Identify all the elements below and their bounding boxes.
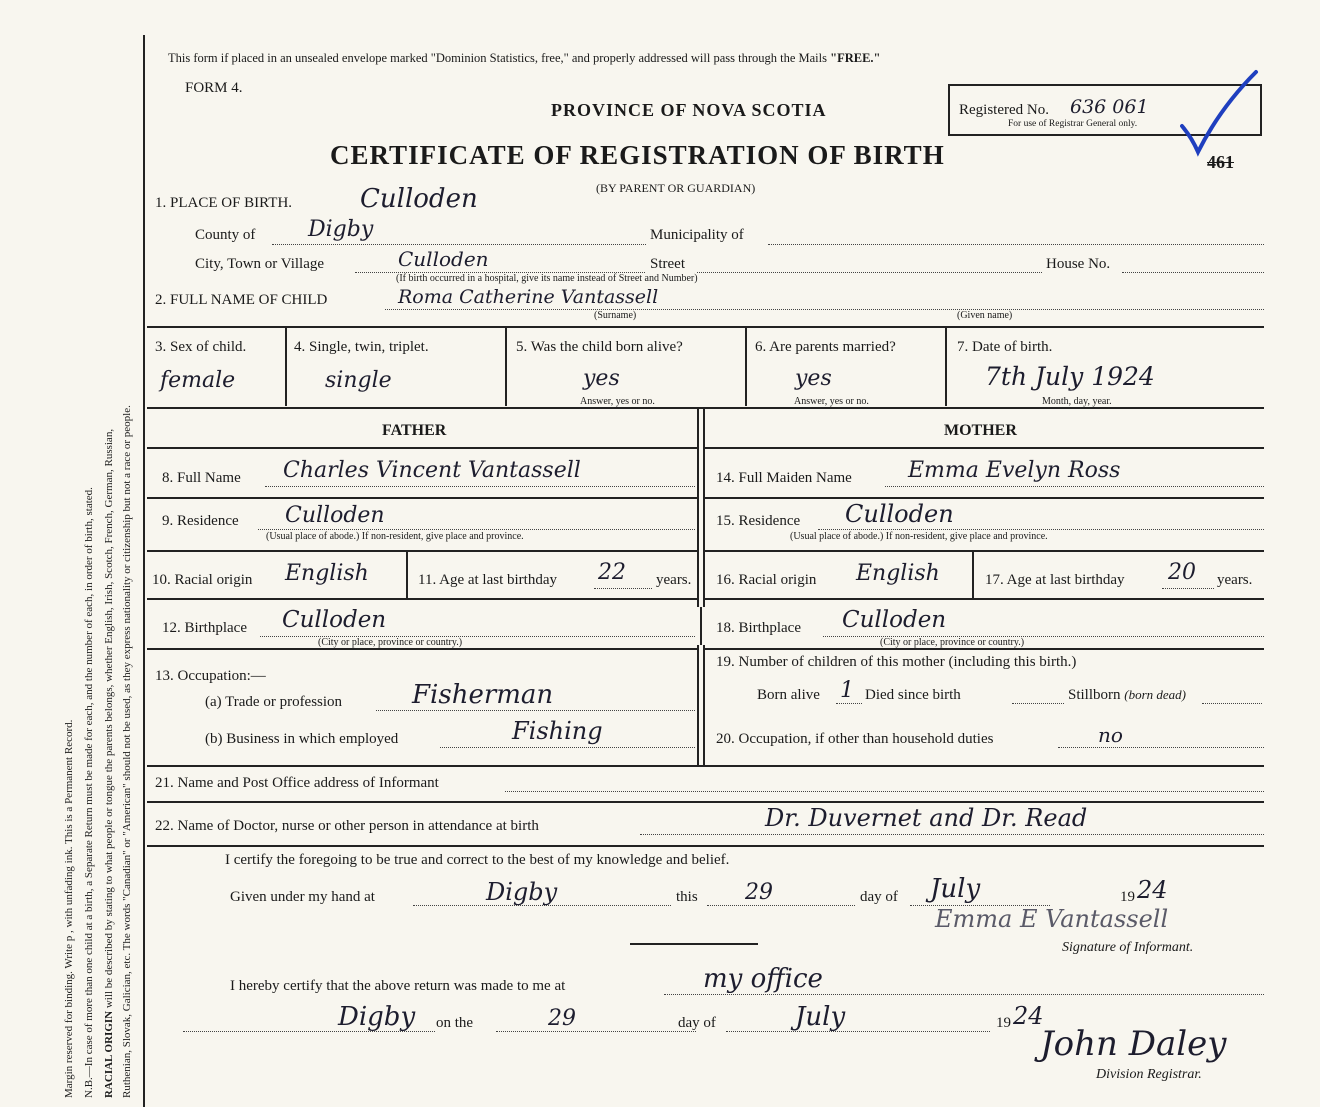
certificate-title: CERTIFICATE OF REGISTRATION OF BIRTH <box>330 140 945 170</box>
mother-race-value: English <box>856 561 940 586</box>
father-birthplace-label: 12. Birthplace <box>162 620 247 636</box>
registrar-year-value: 24 <box>1013 1002 1044 1030</box>
certify-month-value: July <box>930 874 981 904</box>
certify-day-line <box>707 905 855 906</box>
died-since-birth-label: Died since birth <box>865 687 961 703</box>
married-note: Answer, yes or no. <box>794 396 869 407</box>
mother-name-label: 14. Full Maiden Name <box>716 470 852 486</box>
father-heading-rule <box>147 447 698 449</box>
mother-rule-15 <box>703 550 1264 552</box>
mother-rule-18 <box>703 648 1264 650</box>
this-label: this <box>676 889 698 905</box>
given-under-hand-label: Given under my hand at <box>230 889 375 905</box>
father-race-value: English <box>285 561 369 586</box>
doctor-label: 22. Name of Doctor, nurse or other person in attendance at birth <box>155 818 539 834</box>
county-value: Digby <box>308 217 374 242</box>
surname-note: (Surname) <box>594 310 637 321</box>
certify-day-of-label: day of <box>860 889 898 905</box>
father-name-value: Charles Vincent Vantassell <box>283 458 581 483</box>
registrar-year-prefix: 19 <box>996 1015 1011 1031</box>
registrar-only-note: For use of Registrar General only. <box>1008 119 1138 129</box>
registrar-statement: I hereby certify that the above return was made to me at <box>230 978 566 994</box>
mother-heading: MOTHER <box>944 422 1017 439</box>
postal-note-free: "FREE." <box>830 51 881 65</box>
father-age-value: 22 <box>598 560 626 585</box>
born-alive-note: Answer, yes or no. <box>580 396 655 407</box>
informant-signature: Emma E Vantassell <box>935 905 1169 933</box>
mother-heading-rule <box>703 447 1264 449</box>
place-of-birth-value: Culloden <box>360 184 478 214</box>
father-race-label: 10. Racial origin <box>152 572 253 588</box>
mother-birthplace-label: 18. Birthplace <box>716 620 801 636</box>
father-age-label: 11. Age at last birthday <box>418 572 557 588</box>
hospital-note: (If birth occurred in a hospital, give its name instead of Street and Number) <box>396 273 698 284</box>
certificate-subtitle: (BY PARENT OR GUARDIAN) <box>596 181 756 195</box>
mother-age-value: 20 <box>1168 560 1196 585</box>
father-residence-value: Culloden <box>285 503 385 528</box>
born-alive-value: yes <box>583 366 620 391</box>
mother-name-line <box>885 486 1264 487</box>
mother-residence-line <box>818 529 1264 530</box>
postal-note-text: This form if placed in an unsealed envelope marked "Dominion Statistics, free," and properly addressed will pass through the Mails <box>168 51 831 65</box>
mother-residence-label: 15. Residence <box>716 513 801 529</box>
rule-after-child <box>147 326 1264 328</box>
doctor-value: Dr. Duvernet and Dr. Read <box>765 804 1088 832</box>
city-label: City, Town or Village <box>195 256 325 272</box>
registrar-day-of-label: day of <box>678 1015 716 1031</box>
registrar-place-value: my office <box>703 964 823 994</box>
house-number-line <box>1122 272 1264 273</box>
mother-rule-16 <box>703 598 1264 600</box>
margin-nationality-note: Ruthenian, Slovak, Galician, etc. The words "Canadian" or "American" should not be used, as they express nationality or citizenship but not a race or people. <box>121 405 133 1098</box>
father-business-label: (b) Business in which employed <box>205 731 399 747</box>
mother-occupation-label: 20. Occupation, if other than household duties <box>716 731 994 747</box>
center-divider-lower <box>700 607 702 645</box>
father-trade-value: Fisherman <box>412 680 554 710</box>
date-of-birth-value: 7th July 1924 <box>985 362 1155 391</box>
mother-occupation-line <box>1058 747 1264 748</box>
mother-name-value: Emma Evelyn Ross <box>908 458 1121 483</box>
stillborn-line <box>1202 703 1262 704</box>
mother-age-line <box>1162 588 1214 589</box>
father-residence-label: 9. Residence <box>162 513 239 529</box>
registrar-month-line <box>726 1031 990 1032</box>
father-race-divider <box>406 550 408 598</box>
doctor-line <box>640 834 1264 835</box>
city-value: Culloden <box>398 247 489 271</box>
mother-race-divider <box>972 550 974 598</box>
registrar-on-the-label: on the <box>436 1015 474 1031</box>
born-alive-count-label: Born alive <box>757 687 820 703</box>
section-separator <box>630 943 758 945</box>
informant-line <box>505 791 1264 792</box>
father-birthplace-value: Culloden <box>282 607 387 633</box>
father-age-line <box>594 588 652 589</box>
father-name-label: 8. Full Name <box>162 470 241 486</box>
sex-value: female <box>160 368 236 393</box>
registrar-day-line <box>496 1031 696 1032</box>
father-trade-label: (a) Trade or profession <box>205 694 343 710</box>
place-of-birth-label: 1. PLACE OF BIRTH. <box>155 195 293 211</box>
divider-3-4 <box>285 326 287 406</box>
born-alive-count-value: 1 <box>840 678 854 703</box>
rule-after-doctor <box>147 845 1264 847</box>
province-heading: PROVINCE OF NOVA SCOTIA <box>551 100 827 120</box>
rule-after-informant <box>147 801 1264 803</box>
father-trade-line <box>376 710 695 711</box>
mother-occupation-value: no <box>1098 723 1123 747</box>
sex-label: 3. Sex of child. <box>155 339 247 355</box>
father-residence-line <box>258 529 695 530</box>
informant-signature-label: Signature of Informant. <box>1062 940 1194 955</box>
registrar-signature: John Daley <box>1040 1024 1227 1064</box>
divider-6-7 <box>945 326 947 406</box>
married-label: 6. Are parents married? <box>755 339 896 355</box>
child-name-value: Roma Catherine Vantassell <box>398 286 659 308</box>
house-number-label: House No. <box>1046 256 1111 272</box>
father-business-line <box>440 747 695 748</box>
certify-day-value: 29 <box>745 880 773 905</box>
single-label: 4. Single, twin, triplet. <box>294 339 429 355</box>
racial-origin-heading: RACIAL ORIGIN <box>103 1010 115 1098</box>
father-heading: FATHER <box>382 422 447 439</box>
stillborn-note: (born dead) <box>1124 687 1187 702</box>
child-name-line <box>385 309 1264 310</box>
father-business-value: Fishing <box>512 717 603 745</box>
child-name-label: 2. FULL NAME OF CHILD <box>155 292 328 308</box>
registrar-signature-label: Division Registrar. <box>1096 1067 1202 1082</box>
form-number: FORM 4. <box>185 80 243 96</box>
mother-children-label: 19. Number of children of this mother (including this birth.) <box>716 654 1077 670</box>
municipality-label: Municipality of <box>650 227 744 243</box>
date-of-birth-note: Month, day, year. <box>1042 396 1112 407</box>
registered-label: Registered No. <box>959 102 1049 118</box>
given-place-value: Digby <box>486 878 558 906</box>
certify-year-value: 24 <box>1137 876 1168 904</box>
father-abode-note: (Usual place of abode.) If non-resident, give place and province. <box>266 531 524 542</box>
street-label: Street <box>650 256 685 272</box>
father-name-line <box>265 486 695 487</box>
father-rule-8 <box>147 497 698 499</box>
died-since-birth-line <box>1012 703 1064 704</box>
divider-5-6 <box>745 326 747 406</box>
married-value: yes <box>795 366 832 391</box>
county-label: County of <box>195 227 256 243</box>
father-birthplace-note: (City or place, province or country.) <box>318 637 463 648</box>
father-rule-9 <box>147 550 698 552</box>
registrar-town-value: Digby <box>338 1002 416 1032</box>
registrar-month-value: July <box>795 1002 846 1032</box>
mother-age-label: 17. Age at last birthday <box>985 572 1125 588</box>
mother-residence-value: Culloden <box>845 500 954 528</box>
mother-years-label: years. <box>1217 572 1253 588</box>
mother-race-label: 16. Racial origin <box>716 572 817 588</box>
mother-birthplace-value: Culloden <box>842 607 947 633</box>
father-rule-12 <box>147 648 698 650</box>
municipality-line <box>768 244 1264 245</box>
stillborn-text: Stillborn <box>1068 687 1121 703</box>
margin-rule <box>143 35 145 1107</box>
margin-racial-origin-note <box>102 429 117 1098</box>
father-occupation-label: 13. Occupation:— <box>155 668 266 684</box>
postal-note <box>168 51 880 66</box>
rule-after-row3 <box>147 407 1264 409</box>
center-divider-c <box>697 645 699 765</box>
born-alive-label: 5. Was the child born alive? <box>516 339 683 355</box>
street-line <box>697 272 1042 273</box>
mother-rule-14 <box>703 497 1264 499</box>
informant-label: 21. Name and Post Office address of Informant <box>155 775 439 791</box>
rule-after-parents <box>147 765 1264 767</box>
county-line <box>272 244 646 245</box>
single-value: single <box>325 368 392 393</box>
divider-4-5 <box>505 326 507 406</box>
mother-abode-note: (Usual place of abode.) If non-resident, give place and province. <box>790 531 1048 542</box>
father-rule-10 <box>147 598 698 600</box>
margin-multiple-birth-note: N.B.—In case of more than one child at a birth, a Separate Return must be made for each, and the number of each, in order of birth, stated. <box>83 487 95 1098</box>
certify-year-prefix: 19 <box>1120 889 1135 905</box>
center-divider-b <box>703 407 705 607</box>
certify-statement: I certify the foregoing to be true and correct to the best of my knowledge and belief. <box>225 852 730 868</box>
father-years-label: years. <box>656 572 692 588</box>
born-alive-count-line <box>836 703 862 704</box>
registered-number: 636 061 <box>1070 96 1149 118</box>
date-of-birth-label: 7. Date of birth. <box>957 339 1053 355</box>
racial-origin-text: will be described by stating to what people or tongue the parents belongs, whether English, Irish, Scotch, French, German, Russian, <box>103 428 115 1011</box>
margin-notes <box>0 0 140 1107</box>
center-divider-a <box>697 407 699 607</box>
struck-number: 461 <box>1207 152 1234 172</box>
registrar-place-line <box>664 994 1264 995</box>
mother-birthplace-note: (City or place, province or country.) <box>880 637 1025 648</box>
registrar-day-value: 29 <box>548 1006 576 1031</box>
stillborn-label <box>1068 687 1186 704</box>
checkmark-icon <box>1180 68 1260 158</box>
given-name-note: (Given name) <box>957 310 1013 321</box>
center-divider-d <box>703 645 705 765</box>
margin-binding-note: Margin reserved for binding. Write p , with unfading ink. This is a Permanent Record. <box>63 719 75 1098</box>
